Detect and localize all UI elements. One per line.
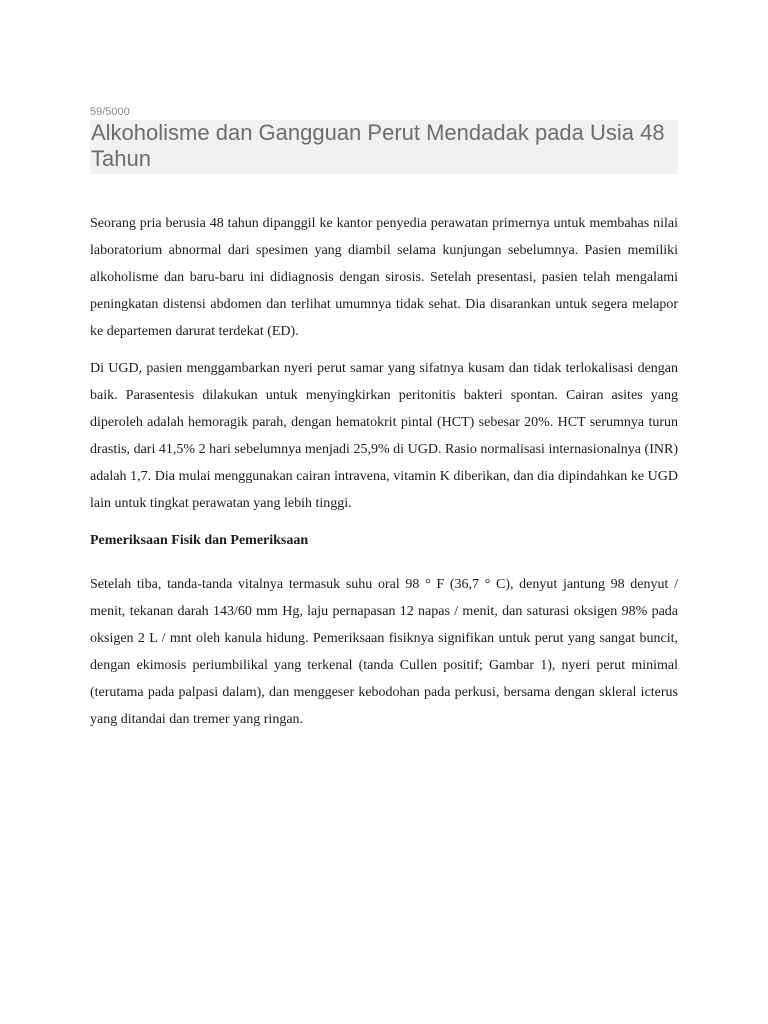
document-title[interactable]: Alkoholisme dan Gangguan Perut Mendadak pada Usia 48 Tahun [91,120,665,171]
paragraph-exam: Setelah tiba, tanda-tanda vitalnya termasuk suhu oral 98 ° F (36,7 ° C), denyut jantung 98 denyut / menit, tekanan darah 143/60 mm Hg, laju pernapasan 12 napas / menit, dan saturasi oksigen 98% pada oksigen 2 L / mnt oleh kanula hidung. Pemeriksaan fisiknya signifikan untuk perut yang sangat buncit, dengan ekimosis periumbilikal yang terkenal (tanda Cullen positif; Gambar 1), nyeri perut minimal (terutama pada palpasi dalam), dan menggeser kebodohan pada perkusi, bersama dengan skleral icterus yang ditandai dan tremer yang ringan. [90,577,678,727]
title-box[interactable] [90,120,678,174]
section-heading: Pemeriksaan Fisik dan Pemeriksaan [90,533,309,548]
paragraph-intro: Seorang pria berusia 48 tahun dipanggil ke kantor penyedia perawatan primernya untuk membahas nilai laboratorium abnormal dari spesimen yang diambil selama kunjungan sebelumnya. Pasien memiliki alkoholisme dan baru-baru ini didiagnosis dengan sirosis. Setelah presentasi, pasien telah mengalami peningkatan distensi abdomen dan terlihat umumnya tidak sehat. Dia disarankan untuk segera melapor ke departemen darurat terdekat (ED). [90,216,678,339]
paragraph-ed: Di UGD, pasien menggambarkan nyeri perut samar yang sifatnya kusam dan tidak terlokalisasi dengan baik. Parasentesis dilakukan untuk menyingkirkan peritonitis bakteri spontan. Cairan asites yang diperoleh adalah hemoragik parah, dengan hematokrit pintal (HCT) sebesar 20%. HCT serumnya turun drastis, dari 41,5% 2 hari sebelumnya menjadi 25,9% di UGD. Rasio normalisasi internasionalnya (INR) adalah 1,7. Dia mulai menggunakan cairan intravena, vitamin K diberikan, dan dia dipindahkan ke UGD lain untuk tingkat perawatan yang lebih tinggi. [90,361,678,511]
character-counter: 59/5000 [90,106,130,118]
document-body [90,210,678,743]
